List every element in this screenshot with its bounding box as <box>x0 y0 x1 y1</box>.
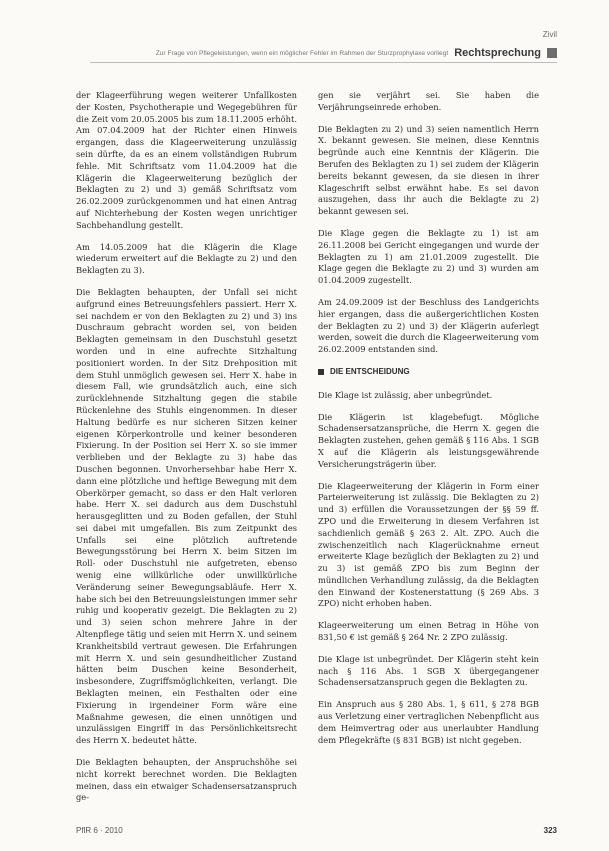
decision-heading <box>318 366 539 378</box>
right-paragraph-2: Die Beklagten zu 2) und 3) seien namentlich Herrn X. bekannt gewesen. Sie meinen, diese Kenntnis begründe auch eine Kenntnis der Klägerin. Die Berufen des Beklagten zu 1) sei zudem der Klägerin bereits bekannt gewesen, da sie diesen in ihrer Klageschrift selbst erwähnt habe. Es sei davon auszugehen, dass ihr auch die Beklagte zu 2) bekannt gewesen sei. <box>318 123 539 217</box>
decision-paragraph-2: Die Klägerin ist klagebefugt. Mögliche Schadensersatzansprüche, die Herrn X. gegen die Beklagten zustehen, gehen gemäß § 116 Abs. 1 SGB X auf die Klägerin als leistungsgewährende Versicherungsträgerin über. <box>318 411 539 469</box>
right-column <box>318 90 539 756</box>
right-paragraph-4: Am 24.09.2009 ist der Beschluss des Landgerichts hier ergangen, dass die außergerichtlichen Kosten der Beklagten zu 2) und 3) der Klägerin auferlegt werden, soweit die durch die Klageerweiterung vom 26.02.2009 entstanden sind. <box>318 296 539 355</box>
running-header <box>90 44 557 63</box>
decision-paragraph-4: Klageerweiterung um einen Betrag in Höhe von 831,50 € ist gemäß § 264 Nr. 2 ZPO zulässig. <box>318 620 539 643</box>
left-paragraph-1: der Klageerführung wegen weiterer Unfallkosten der Kosten, Psychotherapie und Wegegebühren für die Zeit vom 20.05.2005 bis zum 18.11.2005 erhöht. Am 07.04.2009 hat der Richter einen Hinweis ergangen, dass die Klageerweiterung unzulässig sein dürfte, da es an einem vollständigen Rubrum fehle. Mit Schriftsatz vom 11.04.2009 hat die Klägerin die Klageerweiterung bezüglich der Beklagten zu 2) und 3) gemäß Schriftsatz vom 26.02.2009 zurückgenommen und hat einen Antrag auf Nichterhebung der Kosten wegen unrichtiger Sachbehandlung gestellt. <box>76 90 297 230</box>
left-paragraph-3: Die Beklagten behaupten, der Unfall sei nicht aufgrund eines Betreuungsfehlers passiert. Herr X. sei nachdem er von den Beklagten zu 2) und 3) ins Duschraum gebracht worden sei, von beiden Beklagten gemeinsam in den Duschstuhl gesetzt worden und in eine aufrechte Sitzhaltung positioniert worden. In der Sitz Drehposition mit dem Stuhl unmöglich gewesen sei. Herr X. habe in diesem Fall, wie grundsätzlich auch, eine sich zurücklehnende Sitzhaltung gegen die stabile Rückenlehne des Stuhls eingenommen. In dieser Haltung bedürfe es nur sicheren Sitzen keiner eigenen Körperkontrolle und keiner besonderen Fixierung. In der Position sei Herr X. so sie immer verblieben und der Beklagte zu 3) habe das Duschen begonnen. Unvorhersehbar habe Herr X. dann eine plötzliche und heftige Bewegung mit dem Oberkörper gemacht, so dass er den Halt verloren habe. Herr X. sei dadurch aus dem Duschstuhl herausgeglitten und zu Boden gefallen, der Stuhl sei dabei mit umgefallen. Bis zum Zeitpunkt des Unfalls sei eine plötzlich auftretende Bewegungsstörung bei Herrn X. beim Sitzen im Roll- oder Duschstuhl nie aufgetreten, ebenso wenig eine willkürliche oder unwillkürliche Veränderung seiner Bewegungsabläufe. Herr X. habe sich bei den Betreuungsleistungen immer sehr ruhig und kooperativ gezeigt. Die Beklagten zu 2) und 3) seien schon mehrere Jahre in der Altenpflege tätig und seien mit Herrn X. und seinem Krankheitsbild vertraut gewesen. Die Erfahrungen mit Herrn X. und sein gesundheitlicher Zustand hätten beim Duschen keine Besonderheit, insbesondere, Zugriffsmöglichkeiten, verlangt. Die Beklagten meinen, ein Festhalten oder eine Fixierung in irgendeiner Form wäre eine Maßnahme gewesen, die einen unnötigen und unzulässigen Eingriff in das Persönlichkeitsrecht des Herrn X. bedeutet hätte. <box>76 286 297 746</box>
decision-heading-text: DIE ENTSCHEIDUNG <box>330 366 410 376</box>
header-corner-label: Zivil <box>542 30 557 39</box>
journal-issue: PflR 6 · 2010 <box>76 826 123 835</box>
left-paragraph-4: Die Beklagten behaupten, der Anspruchshöhe sei nicht korrekt berechnet worden. Die Beklagten meinen, dass ein etwaiger Schadensersatzanspruch ge- <box>76 757 297 803</box>
page-number: 323 <box>543 826 557 835</box>
decision-paragraph-1: Die Klage ist zulässig, aber unbegründet. <box>318 389 493 400</box>
page-footer <box>76 826 557 835</box>
section-marker-icon <box>547 48 557 58</box>
decision-paragraph-6: Ein Anspruch aus § 280 Abs. 1, § 611, § 278 BGB aus Verletzung einer vertraglichen Nebenpflicht aus dem Heimvertrag oder aus unerlaubter Handlung dem Pflegekräfte (§ 831 BGB) ist nicht gegeben. <box>318 699 539 745</box>
running-title: Zur Frage von Pflegeleistungen, wenn ein möglicher Fehler im Rahmen der Sturzprophylaxe vorliegt <box>155 49 449 57</box>
decision-paragraph-5: Die Klage ist unbegründet. Der Klägerin steht kein nach § 116 Abs. 1 SGB X übergegangener Schadensersatzanspruch gegen die Beklagten zu. <box>318 653 539 688</box>
left-paragraph-2: Am 14.05.2009 hat die Klägerin die Klage wiederum erweitert auf die Beklagte zu 2) und den Beklagten zu 3). <box>76 241 297 276</box>
decision-paragraph-3: Die Klageerweiterung der Klägerin in Form einer Parteierweiterung ist zulässig. Die Beklagten zu 2) und 3) erfüllen die Voraussetzungen der §§ 59 ff. ZPO und die Erweiterung in diesem Verfahren ist sachdienlich gemäß § 263 2. Alt. ZPO. Auch die zwischenzeitlich nach Klagerücknahme erneut erweiterte Klage bezüglich der Beklagten zu 2) und zu 3) ist gemäß ZPO bis zum Beginn der mündlichen Verhandlung zulässig, da die Beklagten den Einwand der Kostenerstattung (§ 269 Abs. 3 ZPO) nicht erhoben haben. <box>318 480 539 609</box>
right-paragraph-3: Die Klage gegen die Beklagte zu 1) ist am 26.11.2008 bei Gericht eingegangen und wurde der Beklagten zu 1) am 21.01.2009 zugestellt. Die Klage gegen die Beklagte zu 2) und 3) wurden am 01.04.2009 zugestellt. <box>318 227 539 286</box>
left-column <box>76 90 297 814</box>
heading-square-icon <box>318 369 324 375</box>
right-paragraph-1: gen sie verjährt sei. Sie haben die Verjährungseinrede erhoben. <box>318 90 539 112</box>
section-title: Rechtsprechung <box>454 47 541 59</box>
